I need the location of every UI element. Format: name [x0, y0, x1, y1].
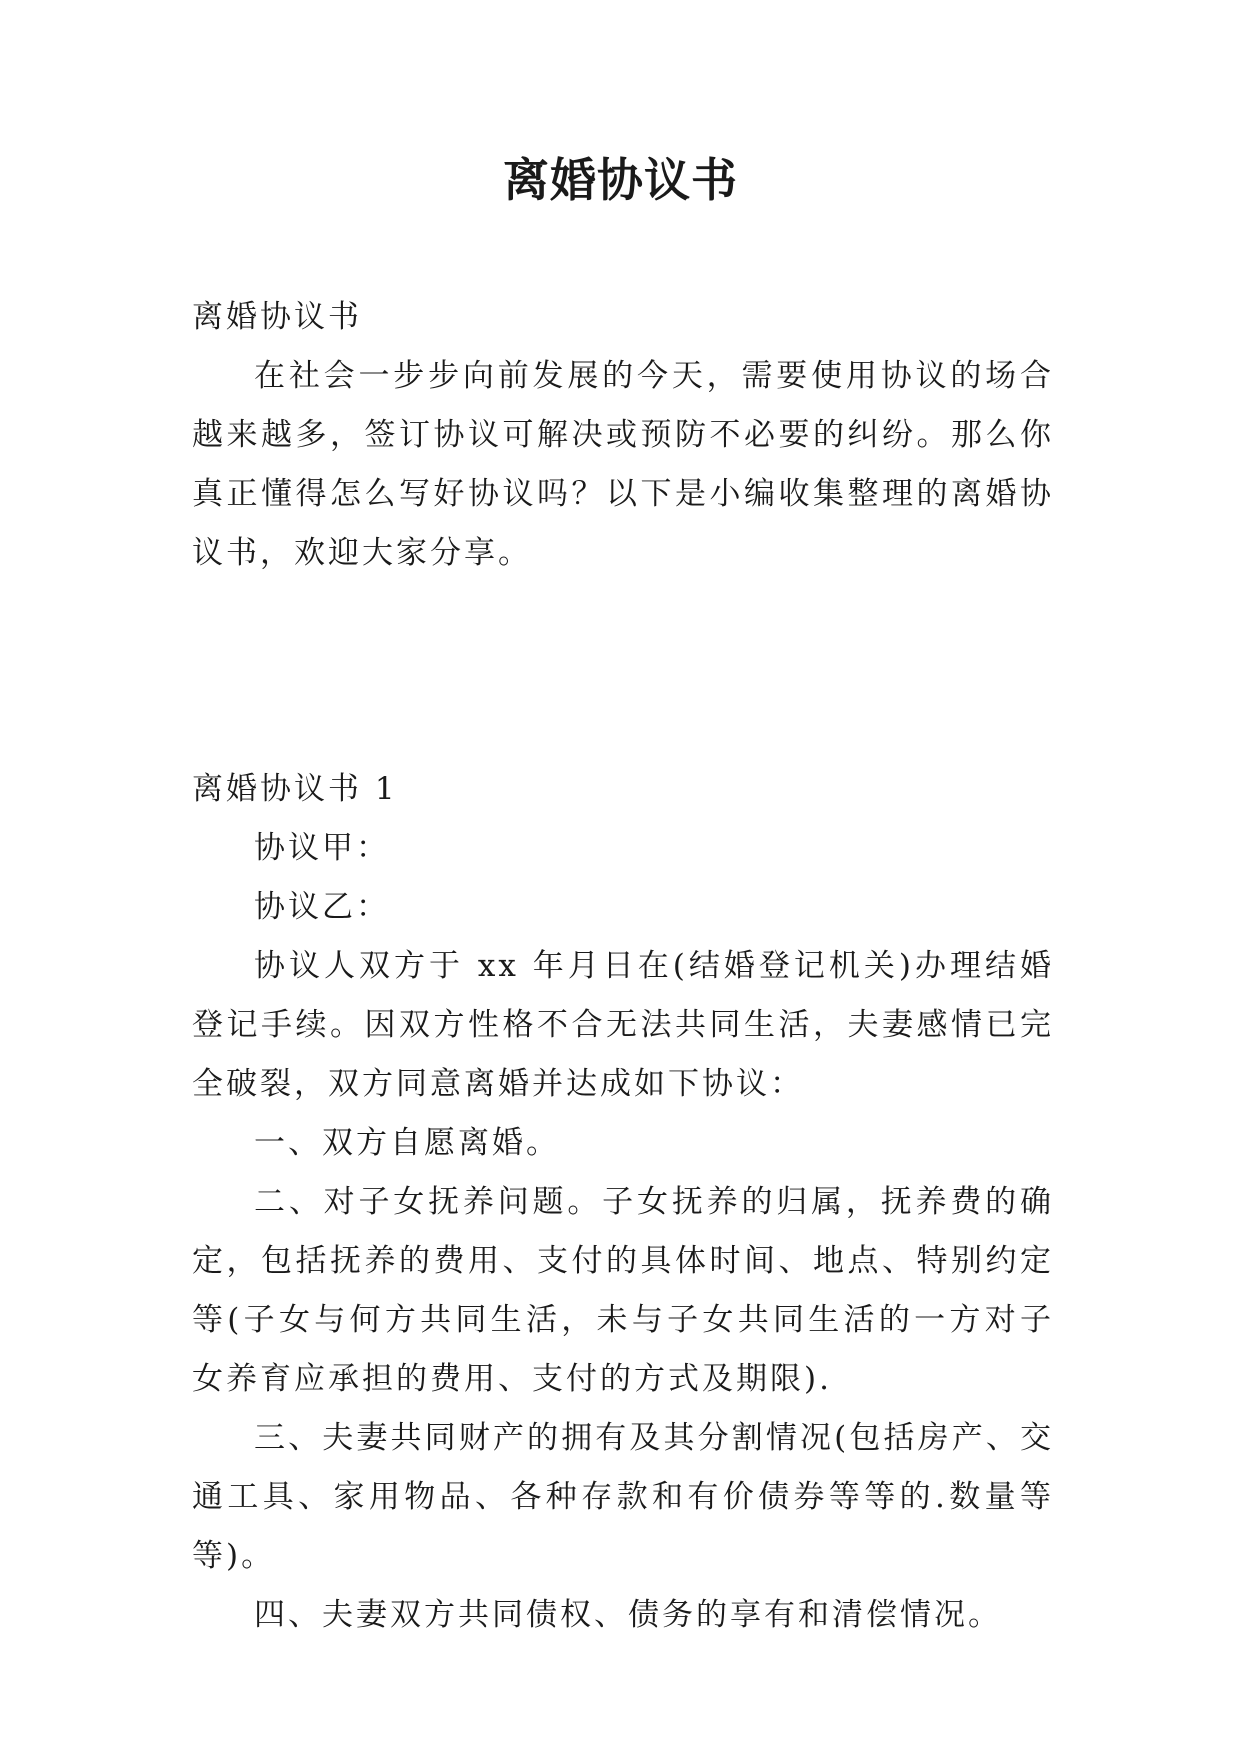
- clause-4: 四、夫妻双方共同债权、债务的享有和清偿情况。: [254, 1597, 1002, 1633]
- section-heading: 离婚协议书 1: [192, 771, 398, 807]
- clause-3: 三、夫妻共同财产的拥有及其分割情况(包括房产、交通工具、家用物品、各种存款和有价债券等等的.数量等等)。: [192, 1420, 1054, 1574]
- party-b-line: 协议乙：: [254, 889, 390, 925]
- section-spacer: [192, 583, 1054, 760]
- document-title: 离婚协议书: [503, 153, 738, 207]
- clause-2: 二、对子女抚养问题。子女抚养的归属，抚养费的确定，包括抚养的费用、支付的具体时间、地点、特别约定等(子女与何方共同生活，未与子女共同生活的一方对子女养育应承担的费用、支付的方式及期限).: [192, 1184, 1054, 1397]
- clause-1: 一、双方自愿离婚。: [254, 1125, 560, 1161]
- intro-paragraph: 在社会一步步向前发展的今天，需要使用协议的场合越来越多，签订协议可解决或预防不必要的纠纷。那么你真正懂得怎么写好协议吗？以下是小编收集整理的离婚协议书，欢迎大家分享。: [192, 358, 1054, 571]
- preamble-paragraph: 协议人双方于 xx 年月日在(结婚登记机关)办理结婚登记手续。因双方性格不合无法共同生活，夫妻感情已完全破裂，双方同意离婚并达成如下协议：: [192, 948, 1054, 1102]
- intro-heading: 离婚协议书: [192, 299, 362, 335]
- party-a-line: 协议甲：: [254, 830, 390, 866]
- document-body: [192, 288, 1054, 1645]
